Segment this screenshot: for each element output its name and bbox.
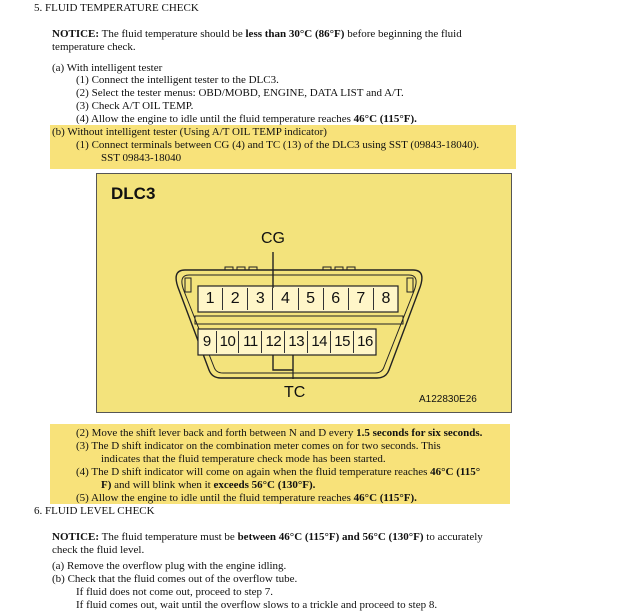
pin-7: 7 [349, 288, 374, 310]
latch-left [185, 278, 191, 292]
tc-label: TC [284, 384, 306, 401]
pin-6: 6 [324, 288, 349, 310]
step-a2: (2) Select the tester menus: OBD/MOBD, ENGINE, DATA LIST and A/T. [76, 87, 404, 99]
section6-notice-line2: check the fluid level. [52, 544, 145, 556]
step-b-label: (b) Without intelligent tester (Using A/T OIL TEMP indicator) [52, 126, 327, 138]
section6-step-b: (b) Check that the fluid comes out of the overflow tube. [52, 573, 298, 585]
pin-8: 8 [381, 290, 391, 307]
section5-title: 5. FLUID TEMPERATURE CHECK [34, 2, 199, 14]
notice-text: The fluid temperature should be [101, 28, 243, 40]
cg-label: CG [261, 230, 285, 247]
pin-10: 10 [217, 331, 240, 353]
top-pin-row [198, 288, 398, 310]
step-2: (2) Move the shift lever back and forth between N and D every 1.5 seconds for six seconds. [76, 427, 483, 439]
section6-step-a: (a) Remove the overflow plug with the engine idling. [52, 560, 287, 572]
section5-notice-line2: temperature check. [52, 41, 136, 53]
section6-step-b-line2: If fluid does not come out, proceed to step 7. [76, 586, 274, 598]
pin-9: 9 [198, 331, 217, 353]
step-4-line2: F) and will blink when it exceeds 56°C (130°F). [101, 479, 316, 491]
tc-lead-line [273, 355, 293, 370]
step-b1-sst: SST 09843-18040 [101, 152, 182, 164]
pin-5: 5 [299, 288, 324, 310]
section6-title: 6. FLUID LEVEL CHECK [34, 505, 155, 517]
pin-15: 15 [331, 331, 354, 353]
dlc3-diagram [96, 173, 512, 413]
pin-1: 1 [198, 288, 223, 310]
pin-13: 13 [285, 331, 308, 353]
step-3-line2: indicates that the fluid temperature check mode has been started. [101, 453, 386, 465]
step-a4: (4) Allow the engine to idle until the fluid temperature reaches 46°C (115°F). [76, 113, 417, 125]
step-5: (5) Allow the engine to idle until the fluid temperature reaches 46°C (115°F). [76, 492, 417, 504]
section6-step-b-line3: If fluid comes out, wait until the overflow slows to a trickle and proceed to step 8. [76, 599, 438, 611]
diagram-title: DLC3 [111, 184, 156, 203]
pin-4: 4 [273, 288, 298, 310]
notice-label: NOTICE: [52, 28, 100, 40]
step-a3: (3) Check A/T OIL TEMP. [76, 100, 194, 112]
pin-16: 16 [357, 333, 373, 350]
figure-code: A122830E26 [419, 394, 477, 405]
middle-rail [195, 316, 403, 324]
notice-text-post: before beginning the fluid [347, 28, 462, 40]
step-3-line1: (3) The D shift indicator on the combination meter comes on for two seconds. This [76, 440, 441, 452]
latch-right [407, 278, 413, 292]
step-4-line1: (4) The D shift indicator will come on again when the fluid temperature reaches 46°C (115° [76, 466, 481, 478]
section5-notice [52, 28, 462, 41]
pin-14: 14 [308, 331, 331, 353]
step-b1: (1) Connect terminals between CG (4) and TC (13) of the DLC3 using SST (09843-18040). [76, 139, 480, 151]
notice-bold: less than 30°C (86°F) [245, 28, 345, 40]
pin-3: 3 [248, 288, 273, 310]
step-a1: (1) Connect the intelligent tester to the DLC3. [76, 74, 279, 86]
pin-2: 2 [223, 288, 248, 310]
pin-12: 12 [262, 331, 285, 353]
section6-notice: NOTICE: The fluid temperature must be between 46°C (115°F) and 56°C (130°F) to accurately [52, 531, 483, 543]
step-a-label: (a) With intelligent tester [52, 62, 163, 74]
pin-11: 11 [239, 331, 262, 353]
bottom-pin-row [198, 331, 376, 353]
